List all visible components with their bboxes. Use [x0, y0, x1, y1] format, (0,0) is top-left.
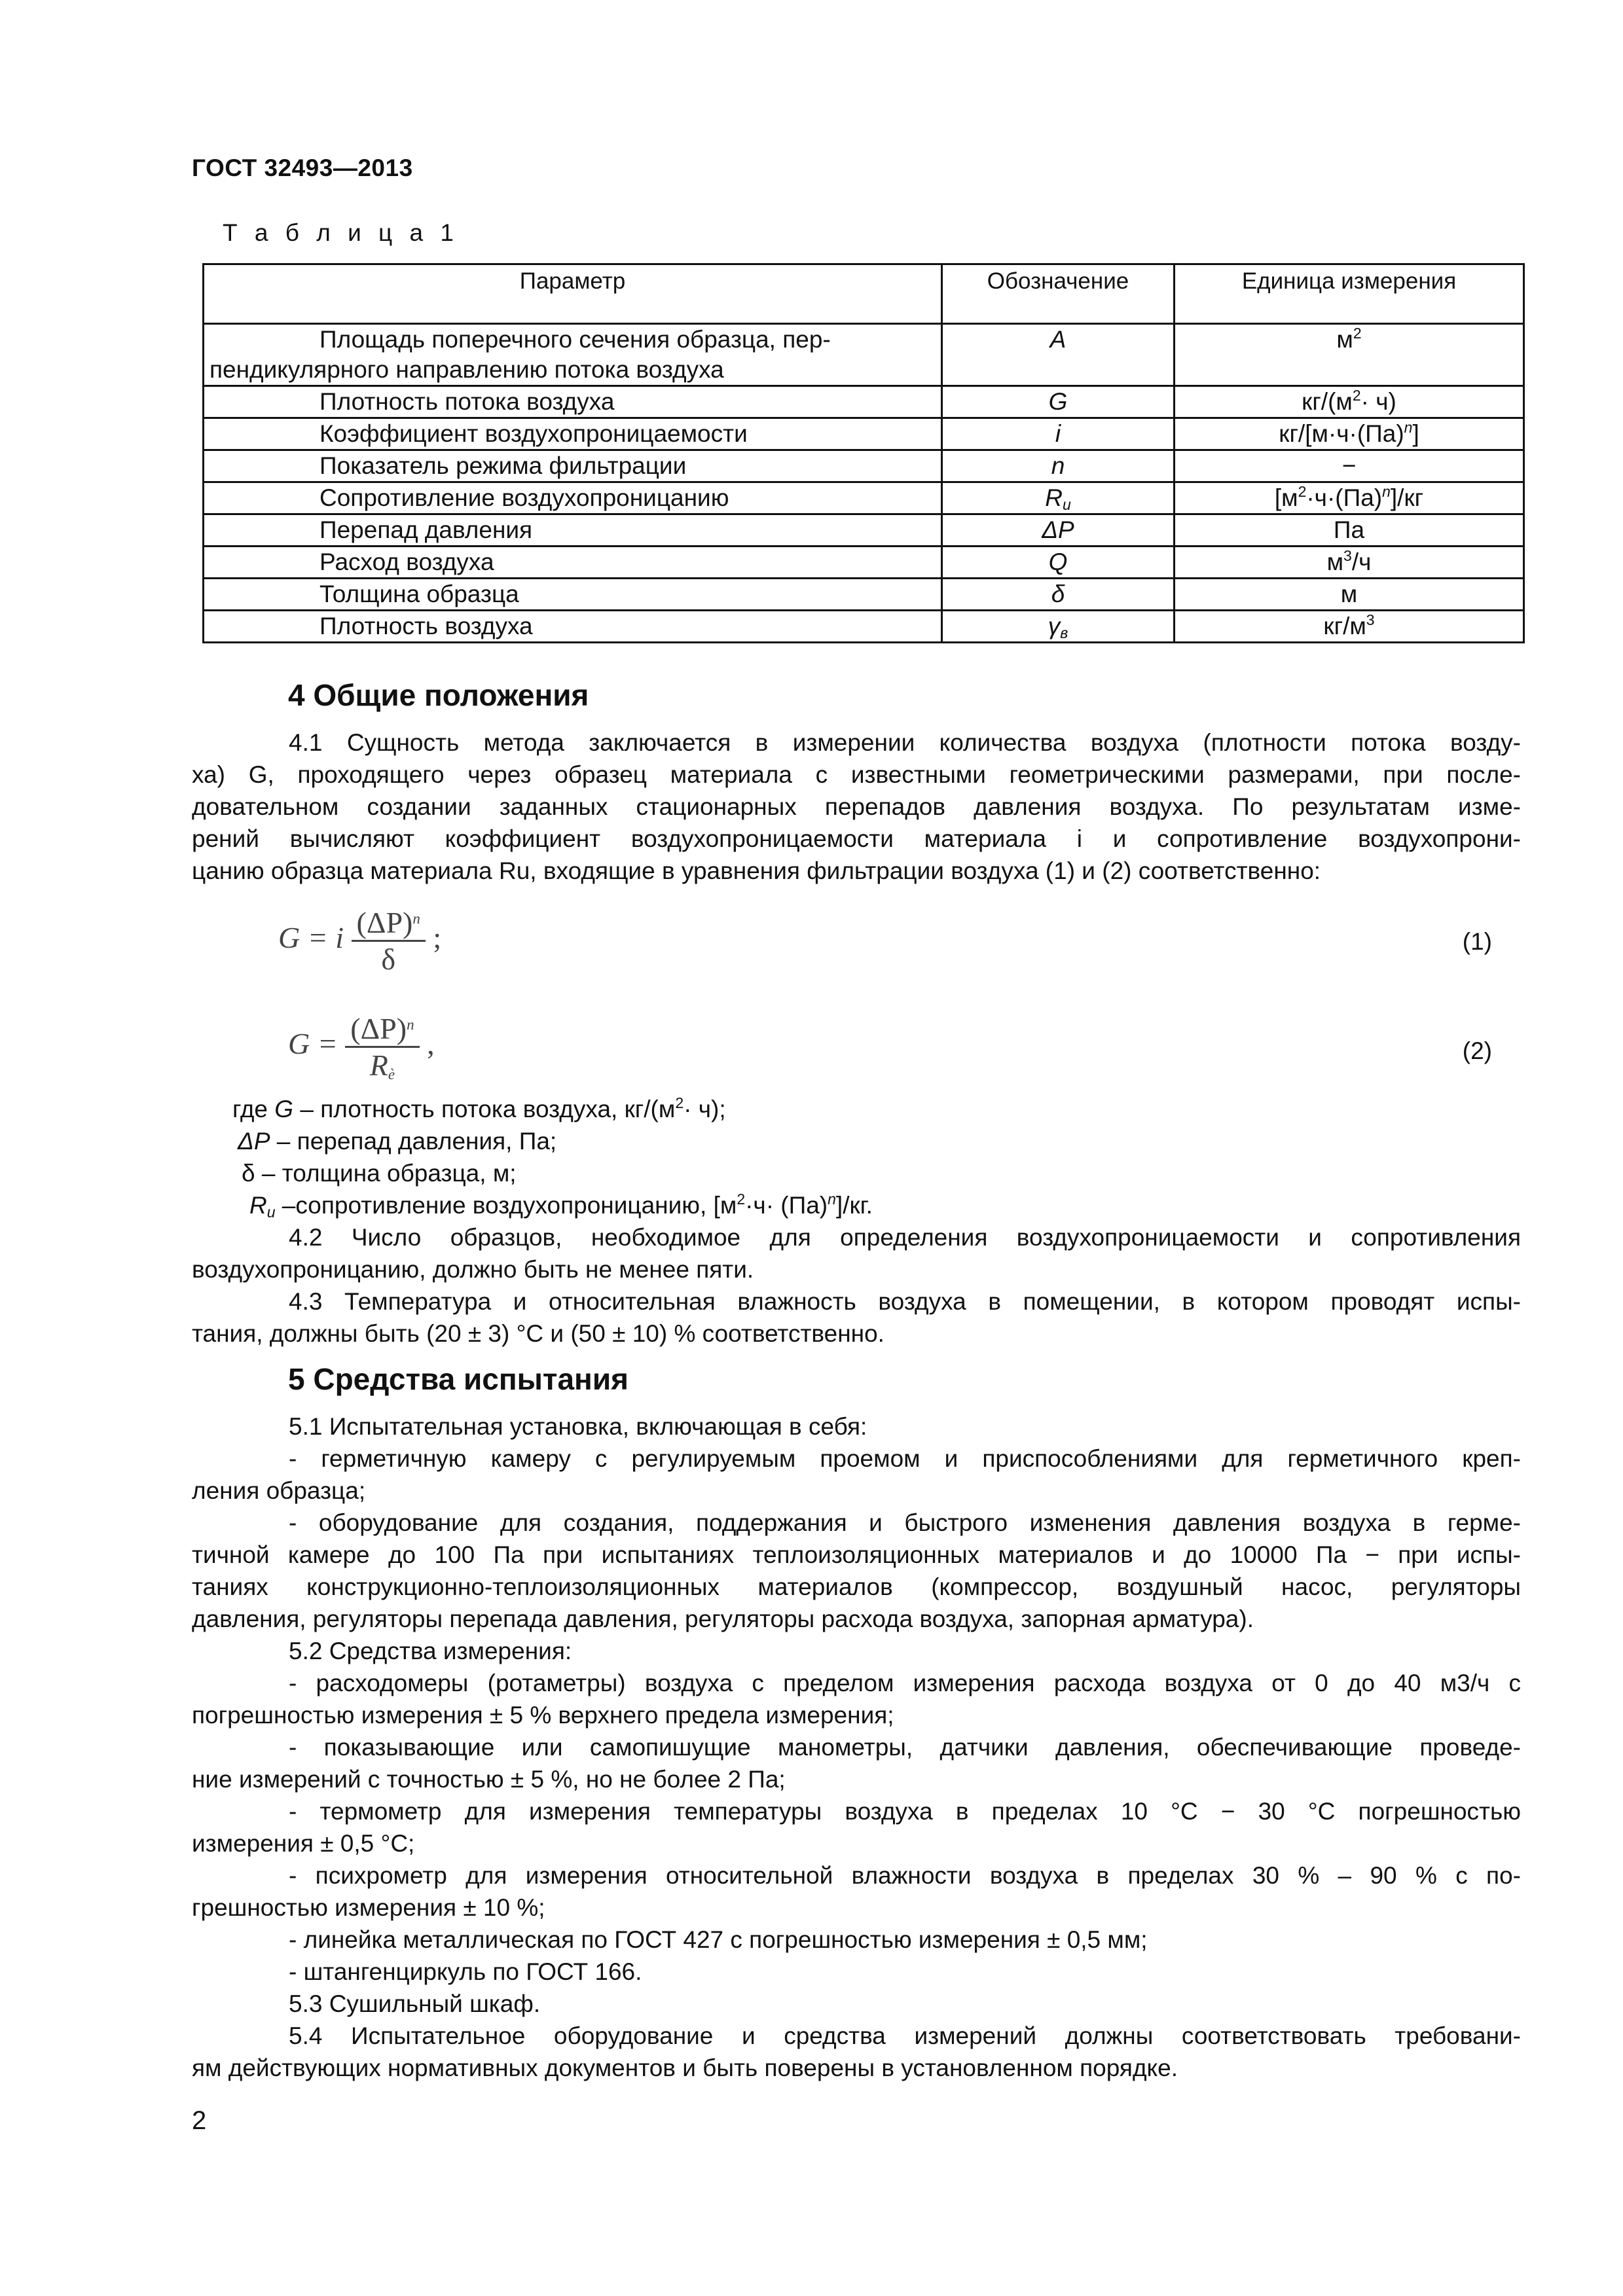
cell-unit: $[м^2\cdot ч\cdot(Па)^n]/кг$ [1175, 482, 1524, 514]
cell-parameter: Коэффициент воздухопроницаемости [204, 418, 942, 450]
formula-2-number: (2) [1462, 1037, 1492, 1064]
cell-parameter: Площадь поперечного сечения образца, пер- пендикулярного направлению потока воздуха [204, 324, 942, 386]
where-line-dp: ΔP – перепад давления, Па; [238, 1128, 557, 1155]
parameters-table [202, 263, 1525, 643]
formula-1-number: (1) [1462, 928, 1492, 955]
paragraph-line: тичной камере до 100 Па при испытаниях теплоизоляционных материалов и до 10000 Па − при испы- [192, 1541, 1521, 1568]
cell-symbol: $\gamma_в$ [942, 611, 1175, 643]
paragraph-line: тания, должны быть (20 ± 3) °С и (50 ± 10) % соответственно. [192, 1320, 884, 1347]
cell-parameter: Толщина образца [204, 579, 942, 611]
paragraph-line: - психрометр для измерения относительной влажности воздуха в пределах 30 % – 90 % с по- [289, 1862, 1521, 1889]
cell-unit: $м^2$ [1175, 324, 1524, 386]
section-5-body [192, 1410, 1521, 2084]
table-row [204, 611, 1524, 643]
formula-1-numerator: (ΔP) [356, 906, 413, 939]
where-line-ru: $R_u$ –сопротивление воздухопроницанию, $[м^2\cdot ч\cdot (Па)^n]/кг$. [249, 1191, 873, 1221]
cell-unit: кг/[м·ч·(Па)$^n$] [1175, 418, 1524, 450]
cell-unit: − [1175, 450, 1524, 482]
paragraph-line: - расходомеры (ротаметры) воздуха с пределом измерения расхода воздуха от 0 до 40 м3/ч с [289, 1670, 1521, 1696]
formula-2-numerator: (ΔP) [350, 1012, 407, 1045]
formula-1-denominator: δ [381, 942, 396, 976]
paragraph-line: 4.3 Температура и относительная влажность воздуха в помещении, в котором проводят испы- [289, 1288, 1521, 1315]
paragraph-line: 4.1 Сущность метода заключается в измерении количества воздуха (плотности потока возду- [289, 729, 1521, 756]
formula-1-fraction [352, 905, 426, 977]
formula-2-tail: , [427, 1027, 435, 1061]
formula-2-denominator-sub: è [388, 1066, 395, 1083]
cell-parameter: Расход воздуха [204, 547, 942, 579]
table-row [204, 418, 1524, 450]
cell-unit: $кг/м^3$ [1175, 611, 1524, 643]
paragraph-line: довательном создании заданных стационарных перепадов давления воздуха. По результатам изме- [192, 793, 1521, 820]
table-row [204, 579, 1524, 611]
formula-1 [278, 905, 441, 977]
cell-parameter: Показатель режима фильтрации [204, 450, 942, 482]
cell-unit: Па [1175, 514, 1524, 547]
table-body [204, 324, 1524, 643]
cell-parameter: Сопротивление воздухопроницанию [204, 482, 942, 514]
formula-1-exponent: n [412, 910, 420, 927]
table-header-row [204, 264, 1524, 324]
formula-2-exponent: n [407, 1016, 414, 1033]
paragraph-line: ха) G, проходящего через образец материала с известными геометрическими размерами, при после- [192, 761, 1521, 788]
paragraph-line: 4.2 Число образцов, необходимое для определения воздухопроницаемости и сопротивления [289, 1224, 1521, 1251]
paragraph-line: 5.3 Сушильный шкаф. [289, 1990, 541, 2017]
paragraph-line: 5.4 Испытательное оборудование и средства измерений должны соответствовать требовани- [289, 2022, 1521, 2049]
table-row [204, 450, 1524, 482]
cell-parameter: Плотность воздуха [204, 611, 942, 643]
formula-2-lhs: G = [288, 1027, 338, 1061]
table-row [204, 386, 1524, 418]
where-line-g: где G – плотность потока воздуха, $кг/(м^2\cdot ч)$; [232, 1094, 726, 1122]
paragraph-line: - линейка металлическая по ГОСТ 427 с погрешностью измерения ± 0,5 мм; [289, 1926, 1148, 1953]
table-row [204, 324, 1524, 386]
document-code: ГОСТ 32493—2013 [192, 154, 413, 181]
formula-2 [288, 1011, 435, 1083]
paragraph-4-1 [192, 726, 1521, 887]
paragraph-4-3 [192, 1285, 1521, 1350]
cell-parameter: Перепад давления [204, 514, 942, 547]
column-header-parameter: Параметр [204, 264, 942, 324]
cell-symbol: $R_u$ [942, 482, 1175, 514]
formula-1-lhs: G = i [278, 921, 344, 955]
where-line-delta: δ – толщина образца, м; [242, 1160, 517, 1187]
formula-2-fraction [345, 1011, 419, 1083]
cell-symbol: A [942, 324, 1175, 386]
paragraph-line: - оборудование для создания, поддержания и быстрого изменения давления воздуха в герме- [289, 1509, 1521, 1536]
column-header-symbol: Обозначение [942, 264, 1175, 324]
formula-2-denominator: R [369, 1049, 388, 1082]
section-4-title: 4 Общие положения [288, 678, 589, 712]
cell-parameter: Плотность потока воздуха [204, 386, 942, 418]
cell-unit: $м^3/ч$ [1175, 547, 1524, 579]
page-number: 2 [192, 2106, 207, 2135]
table-row [204, 547, 1524, 579]
paragraph-line: давления, регуляторы перепада давления, регуляторы расхода воздуха, запорная арматура). [192, 1605, 1254, 1632]
paragraph-line: - штангенциркуль по ГОСТ 166. [289, 1958, 642, 1985]
cell-symbol: δ [942, 579, 1175, 611]
table-row [204, 482, 1524, 514]
cell-symbol: n [942, 450, 1175, 482]
paragraph-line: - термометр для измерения температуры воздуха в пределах 10 °С − 30 °С погрешностью [289, 1798, 1521, 1825]
paragraph-line: 5.1 Испытательная установка, включающая в себя: [289, 1413, 867, 1440]
paragraph-line: воздухопроницанию, должно быть не менее пяти. [192, 1256, 754, 1283]
paragraph-line: рений вычисляют коэффициент воздухопроницаемости материала i и сопротивление воздухопрони- [192, 825, 1521, 852]
paragraph-line: 5.2 Средства измерения: [289, 1638, 572, 1664]
cell-symbol: ΔP [942, 514, 1175, 547]
paragraph-4-2 [192, 1221, 1521, 1285]
paragraph-line: таниях конструкционно-теплоизоляционных материалов (компрессор, воздушный насос, регуляторы [192, 1573, 1521, 1600]
cell-unit: $кг/(м^2\cdot ч)$ [1175, 386, 1524, 418]
paragraph-line: ям действующих нормативных документов и быть поверены в установленном порядке. [192, 2054, 1178, 2081]
formula-1-tail: ; [433, 921, 442, 955]
cell-symbol: Q [942, 547, 1175, 579]
where-legend [232, 1093, 1561, 1221]
cell-symbol: i [942, 418, 1175, 450]
paragraph-line: измерения ± 0,5 °С; [192, 1830, 415, 1857]
table-row [204, 514, 1524, 547]
paragraph-line: грешностью измерения ± 10 %; [192, 1894, 545, 1921]
paragraph-line: ние измерений с точностью ± 5 %, но не более 2 Па; [192, 1766, 786, 1793]
paragraph-line: погрешностью измерения ± 5 % верхнего предела измерения; [192, 1702, 894, 1729]
paragraph-line: цанию образца материала Ru, входящие в уравнения фильтрации воздуха (1) и (2) соответственно: [192, 857, 1321, 884]
paragraph-line: ления образца; [192, 1477, 366, 1504]
column-header-unit: Единица измерения [1175, 264, 1524, 324]
paragraph-line: - показывающие или самопишущие манометры, датчики давления, обеспечивающие проведе- [289, 1734, 1521, 1761]
paragraph-line: - герметичную камеру с регулируемым проемом и приспособлениями для герметичного креп- [289, 1445, 1521, 1472]
table-caption: Т а б л и ц а 1 [223, 219, 459, 246]
cell-unit: м [1175, 579, 1524, 611]
section-5-title: 5 Средства испытания [288, 1362, 629, 1396]
cell-symbol: G [942, 386, 1175, 418]
